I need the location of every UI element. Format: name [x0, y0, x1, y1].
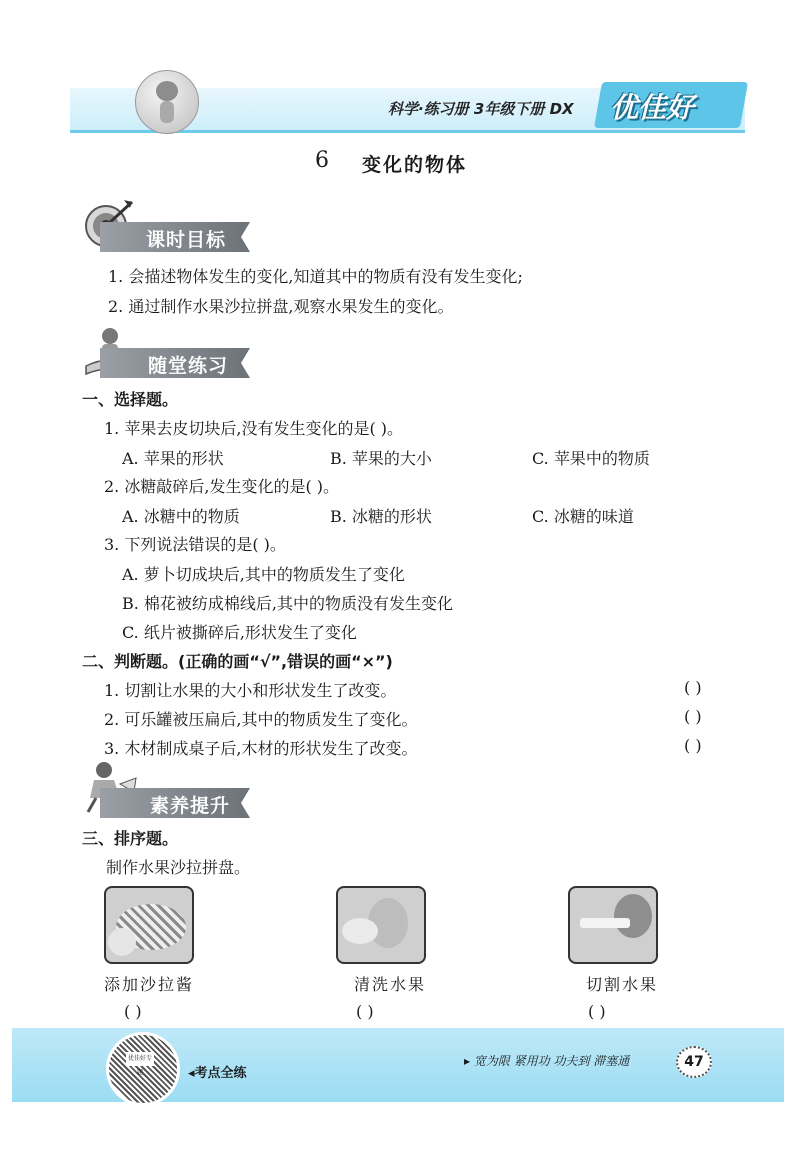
option: B. 冰糖的形状 — [330, 507, 432, 526]
brand-logo: 优佳好 — [610, 91, 695, 124]
judge-item: 3. 木材制成桌子后,木材的形状发生了改变。 — [104, 739, 418, 758]
qr-label: 优佳好专题 — [126, 1052, 154, 1066]
order-blank[interactable]: ( ) — [356, 1002, 374, 1021]
option: A. 冰糖中的物质 — [122, 507, 240, 526]
option: A. 苹果的形状 — [122, 449, 224, 468]
question-stem: 3. 下列说法错误的是( )。 — [104, 535, 286, 554]
answer-blank[interactable]: ( ) — [684, 736, 702, 755]
qr-code[interactable] — [106, 1032, 180, 1106]
goal-item: 1. 会描述物体发生的变化,知道其中的物质有没有发生变化; — [108, 267, 523, 286]
judge-item: 2. 可乐罐被压扁后,其中的物质发生了变化。 — [104, 710, 418, 729]
photo-cutting-fruit — [568, 886, 658, 964]
goal-item: 2. 通过制作水果沙拉拼盘,观察水果发生的变化。 — [108, 297, 454, 316]
judge-heading: 二、判断题。(正确的画“√”,错误的画“×”) — [82, 652, 393, 671]
goals-banner-label: 课时目标 — [146, 229, 227, 251]
order-heading: 三、排序题。 — [82, 829, 179, 848]
practice-banner-label: 随堂练习 — [148, 355, 229, 377]
option: C. 纸片被撕碎后,形状发生了变化 — [122, 623, 357, 642]
order-blank[interactable]: ( ) — [588, 1002, 606, 1021]
photo-washing-fruit — [336, 886, 426, 964]
photo-salad-dressing — [104, 886, 194, 964]
footer-section-label: ◂考点全练 — [188, 1066, 247, 1081]
option: A. 萝卜切成块后,其中的物质发生了变化 — [122, 565, 405, 584]
option: B. 棉花被纺成棉线后,其中的物质没有发生变化 — [122, 594, 454, 613]
chapter-title: 变化的物体 — [362, 154, 468, 176]
mascot-logo — [135, 70, 199, 134]
answer-blank[interactable]: ( ) — [684, 707, 702, 726]
step-caption: 添加沙拉酱 — [104, 975, 195, 994]
order-blank[interactable]: ( ) — [124, 1002, 142, 1021]
step-caption: 清洗水果 — [354, 975, 427, 994]
chapter-number: 6 — [315, 148, 329, 173]
order-prompt: 制作水果沙拉拼盘。 — [106, 858, 251, 877]
option: C. 苹果中的物质 — [532, 449, 650, 468]
book-subtitle: 科学·练习册 3年级下册 DX — [388, 100, 574, 118]
choice-heading: 一、选择题。 — [82, 390, 179, 409]
footer-motto: ▸ 宽为限 紧用功 功夫到 滞塞通 — [464, 1054, 630, 1068]
answer-blank[interactable]: ( ) — [684, 678, 702, 697]
option: B. 苹果的大小 — [330, 449, 432, 468]
judge-item: 1. 切割让水果的大小和形状发生了改变。 — [104, 681, 397, 700]
page-number: 47 — [676, 1046, 712, 1078]
option: C. 冰糖的味道 — [532, 507, 634, 526]
step-caption: 切割水果 — [586, 975, 659, 994]
literacy-banner-label: 素养提升 — [150, 795, 231, 817]
question-stem: 1. 苹果去皮切块后,没有发生变化的是( )。 — [104, 419, 404, 438]
question-stem: 2. 冰糖敲碎后,发生变化的是( )。 — [104, 477, 340, 496]
